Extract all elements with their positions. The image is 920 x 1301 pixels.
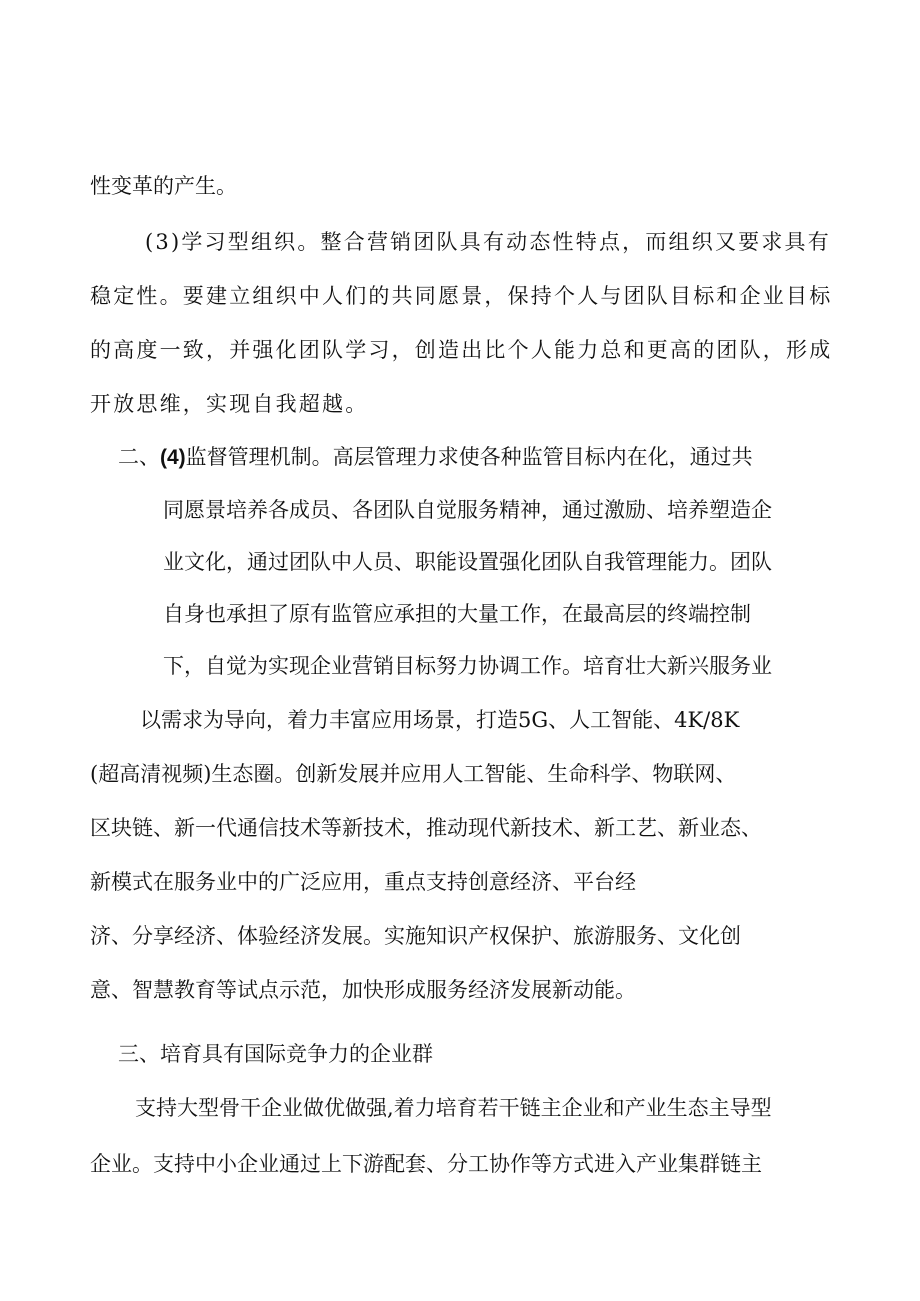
section-heading: 三、培育具有国际竞争力的企业群 [118, 1042, 433, 1066]
paragraph-line: 自身也承担了原有监管应承担的大量工作，在最高层的终端控制 [163, 602, 751, 626]
paragraph-line: 意、智慧教育等试点示范，加快形成服务经济发展新动能。 [90, 978, 636, 1002]
paragraph-line: (超高清视频)生态圈。创新发展并应用人工智能、生命科学、物联网、 [90, 762, 737, 786]
paragraph-line: 开放思维，实现自我超越。 [90, 392, 369, 416]
paragraph-line: 的高度一致，并强化团队学习，创造出比个人能力总和更高的团队，形成 [90, 338, 833, 362]
paragraph-line: 企业。支持中小企业通过上下游配套、分工协作等方式进入产业集群链主 [90, 1152, 762, 1176]
paragraph-line: 区块链、新一代通信技术等新技术，推动现代新技术、新工艺、新业态、 [90, 816, 762, 840]
paragraph-line: 稳定性。要建立组织中人们的共同愿景，保持个人与团队目标和企业目标 [90, 284, 833, 308]
paragraph-line: 以需求为导向，着力丰富应用场景，打造5G、人工智能、4K/8K [140, 708, 740, 732]
paragraph-line: 业文化，通过团队中人员、职能设置强化团队自我管理能力。团队 [163, 550, 772, 574]
paragraph-line: 下，自觉为实现企业营销目标努力协调工作。培育壮大新兴服务业 [163, 654, 772, 678]
paragraph-line: 济、分享经济、体验经济发展。实施知识产权保护、旅游服务、文化创 [90, 924, 741, 948]
paragraph-line: 新模式在服务业中的广泛应用，重点支持创意经济、平台经 [90, 870, 636, 894]
section-heading-line [118, 443, 753, 472]
paragraph-line: 同愿景培养各成员、各团队自觉服务精神，通过激励、培养塑造企 [163, 498, 772, 522]
section-text: 监督管理机制。高层管理力求使各种监管目标内在化，通过共 [185, 445, 753, 469]
paragraph-line: 性变革的产生。 [90, 174, 237, 198]
item-number: (4) [160, 446, 186, 469]
paragraph-line: (3)学习型组织。整合营销团队具有动态性特点，而组织又要求具有 [145, 230, 831, 254]
section-number: 二、 [118, 445, 160, 469]
paragraph-line: 支持大型骨干企业做优做强,着力培育若干链主企业和产业生态主导型 [135, 1096, 772, 1120]
